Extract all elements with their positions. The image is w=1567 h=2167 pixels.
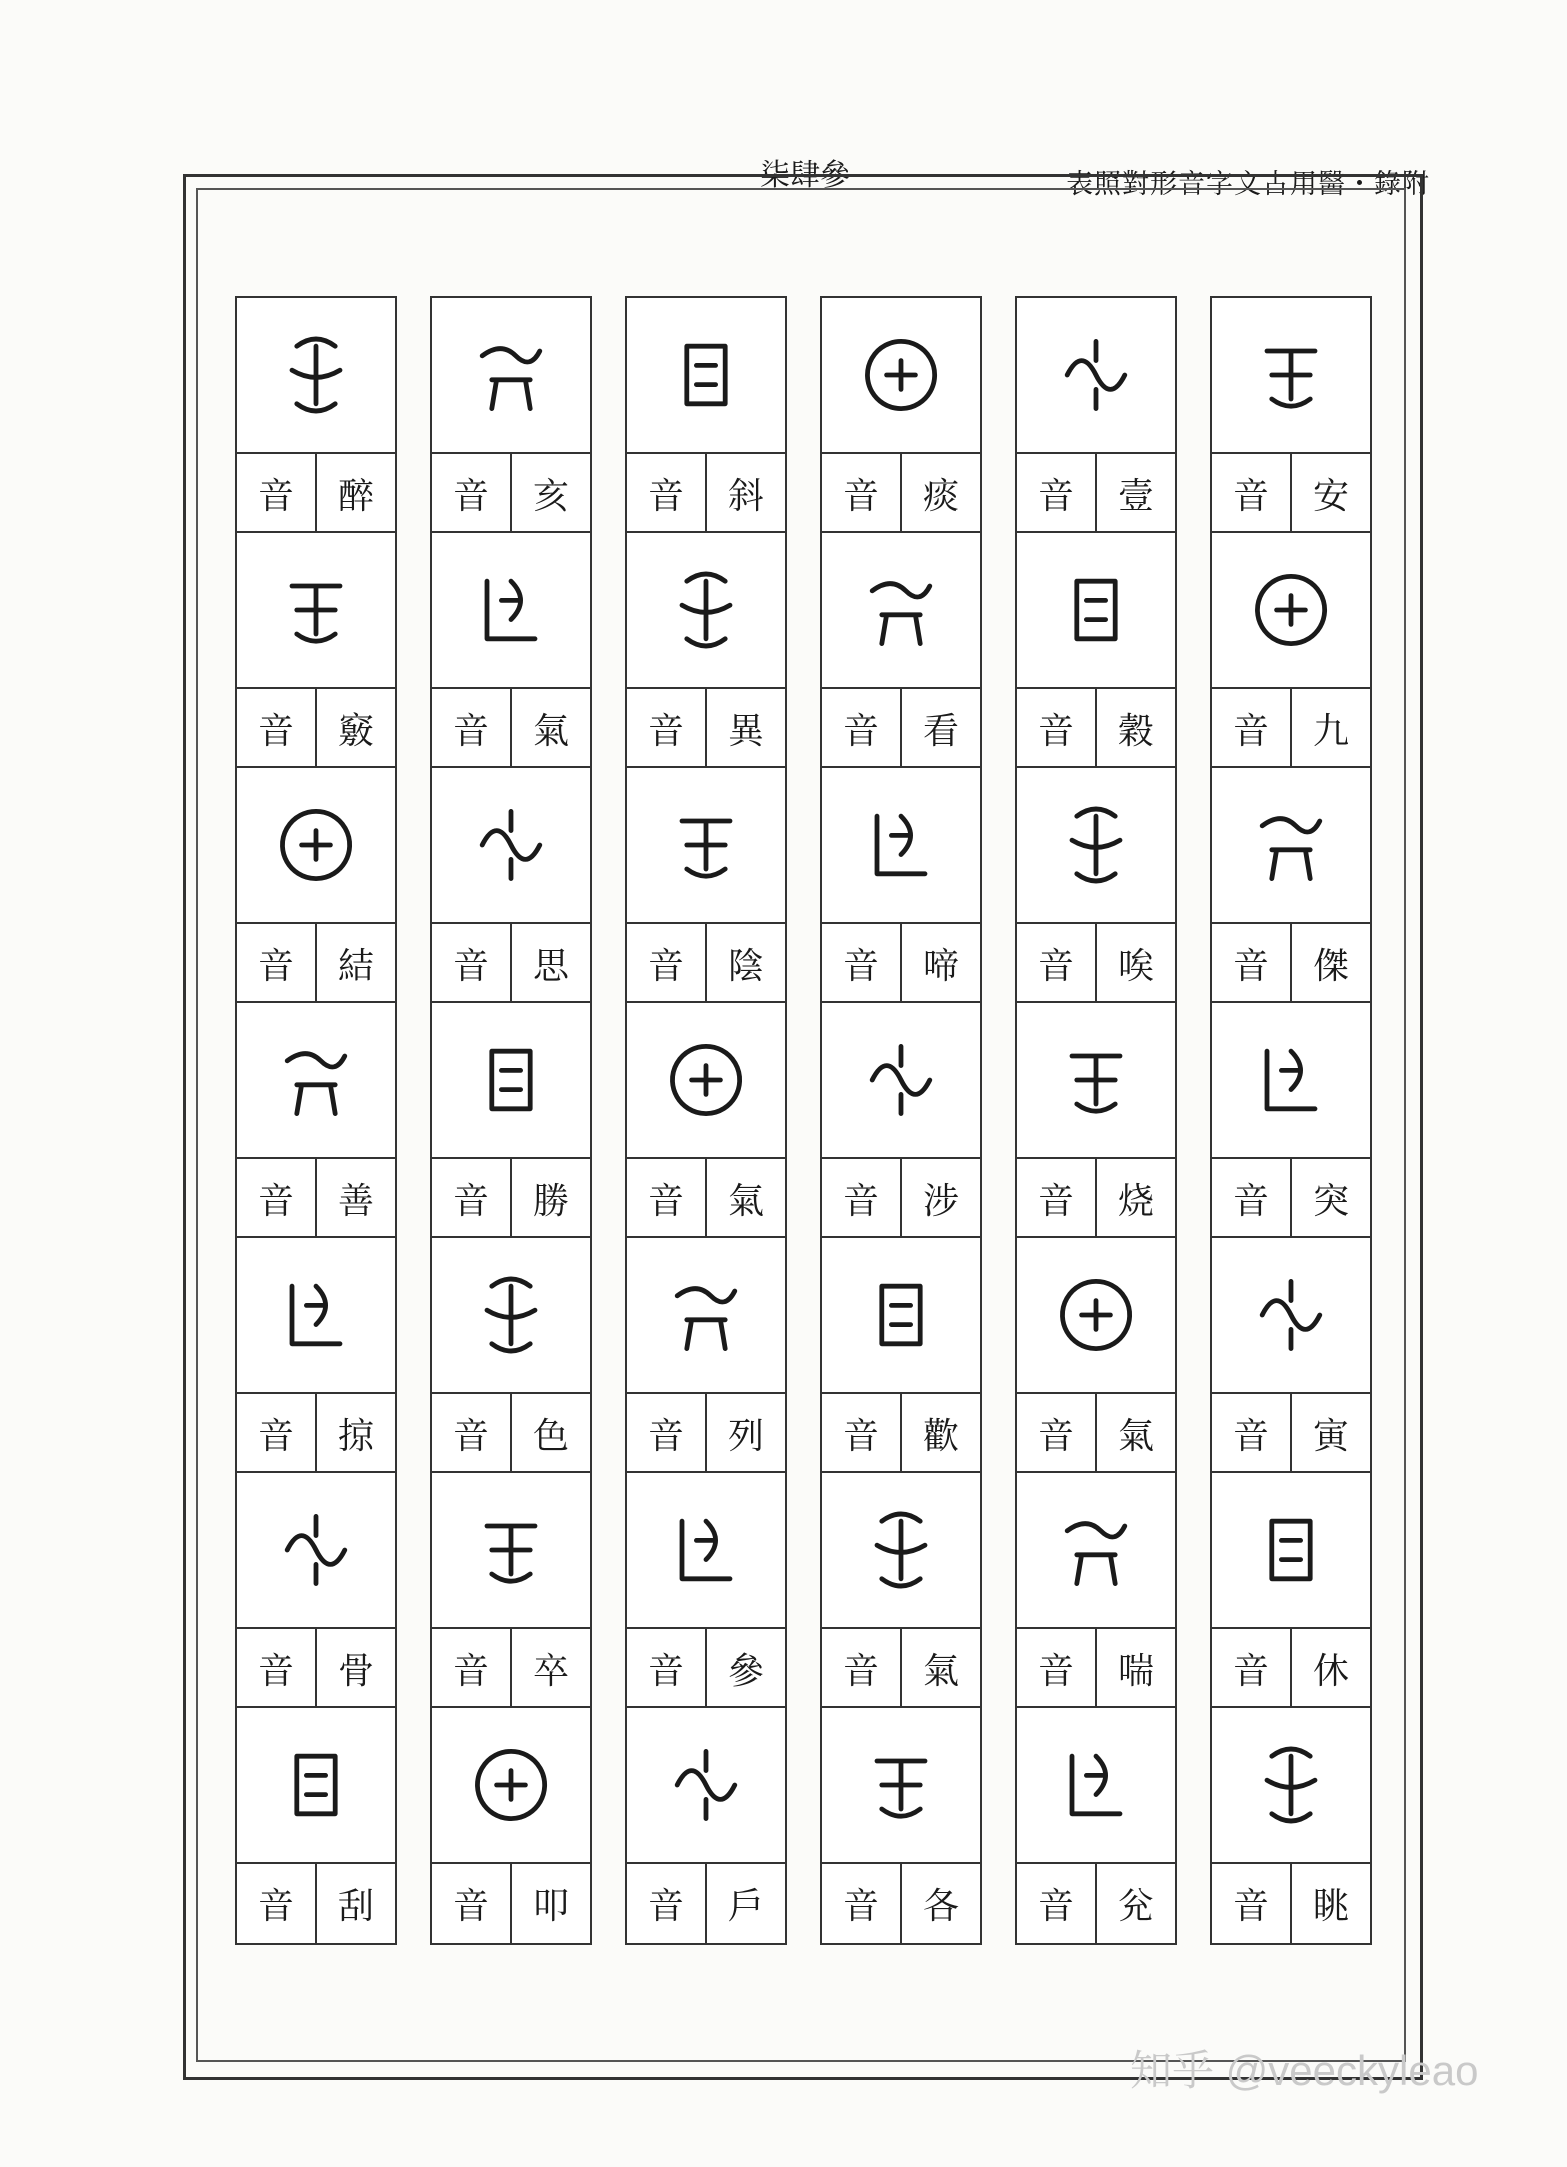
seal-glyph-drawing xyxy=(1243,562,1339,658)
reading-character: 參 xyxy=(727,1651,764,1692)
reading-character: 異 xyxy=(727,711,764,752)
glyph-entry xyxy=(1212,1473,1370,1708)
table-column xyxy=(625,296,787,1945)
seal-script-glyph xyxy=(1212,768,1370,924)
glyph-entry xyxy=(822,768,980,1003)
label-row xyxy=(822,689,980,768)
reading-character: 列 xyxy=(727,1416,764,1457)
yin-label: 音 xyxy=(822,1159,902,1238)
seal-script-glyph xyxy=(1212,1708,1370,1864)
label-row xyxy=(627,689,785,768)
glyph-entry xyxy=(627,1003,785,1238)
label-row xyxy=(237,1394,395,1473)
glyph-entry xyxy=(1212,1003,1370,1238)
yin-label: 音 xyxy=(1212,924,1292,1003)
seal-script-glyph xyxy=(627,298,785,454)
seal-script-glyph xyxy=(627,1473,785,1629)
label-row xyxy=(237,1159,395,1238)
seal-script-glyph xyxy=(432,1708,590,1864)
yin-label: 音 xyxy=(822,1629,902,1708)
seal-glyph-drawing xyxy=(463,1502,559,1598)
glyph-entry xyxy=(237,1708,395,1943)
reading-character: 突 xyxy=(1312,1181,1349,1222)
seal-script-glyph xyxy=(237,298,395,454)
yin-label: 音 xyxy=(1017,924,1097,1003)
label-row xyxy=(1017,924,1175,1003)
label-row xyxy=(1212,1394,1370,1473)
seal-glyph-drawing xyxy=(1243,327,1339,423)
glyph-entry xyxy=(432,1003,590,1238)
reading-character: 戶 xyxy=(727,1886,764,1927)
reading-character: 善 xyxy=(337,1181,374,1222)
seal-glyph-drawing xyxy=(1048,1032,1144,1128)
glyph-entry xyxy=(432,1708,590,1943)
label-row xyxy=(1212,454,1370,533)
seal-glyph-drawing xyxy=(658,1737,754,1833)
seal-glyph-drawing xyxy=(1243,1267,1339,1363)
reading-character: 傑 xyxy=(1312,946,1349,987)
seal-script-glyph xyxy=(822,1003,980,1159)
seal-glyph-drawing xyxy=(1048,327,1144,423)
seal-glyph-drawing xyxy=(853,1267,949,1363)
seal-script-glyph xyxy=(1017,1003,1175,1159)
reading-character: 歡 xyxy=(922,1416,959,1457)
glyph-entry xyxy=(237,768,395,1003)
seal-script-glyph xyxy=(822,1238,980,1394)
reading-character: 叩 xyxy=(532,1886,569,1927)
reading-character: 氣 xyxy=(532,711,569,752)
label-row xyxy=(1017,1159,1175,1238)
label-row xyxy=(1017,1864,1175,1943)
yin-label: 音 xyxy=(237,689,317,768)
label-row xyxy=(432,454,590,533)
reading-character: 各 xyxy=(922,1886,959,1927)
seal-script-glyph xyxy=(237,1708,395,1864)
reading-character: 唉 xyxy=(1117,946,1154,987)
label-row xyxy=(432,1629,590,1708)
glyph-entry xyxy=(627,298,785,533)
yin-label: 音 xyxy=(432,1394,512,1473)
label-row xyxy=(1212,924,1370,1003)
label-row xyxy=(1017,1629,1175,1708)
glyph-entry xyxy=(1017,1238,1175,1473)
reading-character: 醉 xyxy=(337,476,374,517)
reading-character: 烧 xyxy=(1117,1181,1154,1222)
seal-script-glyph xyxy=(432,533,590,689)
glyph-entry xyxy=(627,1708,785,1943)
seal-glyph-drawing xyxy=(853,1502,949,1598)
glyph-entry xyxy=(822,1003,980,1238)
seal-script-glyph xyxy=(822,1708,980,1864)
seal-glyph-drawing xyxy=(1048,1502,1144,1598)
reading-character: 斜 xyxy=(727,476,764,517)
label-row xyxy=(822,454,980,533)
yin-label: 音 xyxy=(822,454,902,533)
seal-script-glyph xyxy=(237,1238,395,1394)
seal-script-glyph xyxy=(432,1003,590,1159)
seal-glyph-drawing xyxy=(658,1032,754,1128)
label-row xyxy=(627,924,785,1003)
seal-glyph-drawing xyxy=(658,1502,754,1598)
reading-character: 眺 xyxy=(1312,1886,1349,1927)
reading-character: 骨 xyxy=(337,1651,374,1692)
seal-glyph-drawing xyxy=(463,1267,559,1363)
label-row xyxy=(627,1159,785,1238)
reading-character: 氣 xyxy=(922,1651,959,1692)
seal-script-glyph xyxy=(1212,298,1370,454)
table-column xyxy=(820,296,982,1945)
yin-label: 音 xyxy=(627,1159,707,1238)
reading-character: 休 xyxy=(1312,1651,1349,1692)
seal-glyph-drawing xyxy=(658,1267,754,1363)
seal-glyph-drawing xyxy=(853,1737,949,1833)
watermark: 知乎 @veeckyleao xyxy=(1130,2047,1479,2094)
glyph-entry xyxy=(1017,1003,1175,1238)
glyph-entry xyxy=(822,1708,980,1943)
yin-label: 音 xyxy=(237,1159,317,1238)
seal-script-glyph xyxy=(1212,1473,1370,1629)
yin-label: 音 xyxy=(627,689,707,768)
seal-glyph-drawing xyxy=(268,562,364,658)
label-row xyxy=(1017,454,1175,533)
seal-script-glyph xyxy=(627,533,785,689)
yin-label: 音 xyxy=(432,1159,512,1238)
glyph-entry xyxy=(237,533,395,768)
seal-glyph-drawing xyxy=(463,1737,559,1833)
yin-label: 音 xyxy=(432,1864,512,1943)
seal-script-glyph xyxy=(822,1473,980,1629)
reading-character: 卒 xyxy=(532,1651,569,1692)
reading-character: 穀 xyxy=(1117,711,1154,752)
glyph-entry xyxy=(627,533,785,768)
glyph-entry xyxy=(237,1473,395,1708)
reading-character: 結 xyxy=(337,946,374,987)
reading-character: 亥 xyxy=(532,476,569,517)
label-row xyxy=(432,924,590,1003)
yin-label: 音 xyxy=(432,924,512,1003)
yin-label: 音 xyxy=(432,689,512,768)
label-row xyxy=(237,689,395,768)
glyph-entry xyxy=(1017,768,1175,1003)
seal-glyph-drawing xyxy=(268,1032,364,1128)
seal-script-glyph xyxy=(627,1003,785,1159)
label-row xyxy=(627,1394,785,1473)
yin-label: 音 xyxy=(627,1629,707,1708)
yin-label: 音 xyxy=(432,454,512,533)
glyph-entry xyxy=(822,1473,980,1708)
seal-glyph-drawing xyxy=(658,797,754,893)
seal-script-glyph xyxy=(1017,1473,1175,1629)
seal-script-glyph xyxy=(237,768,395,924)
yin-label: 音 xyxy=(627,454,707,533)
yin-label: 音 xyxy=(822,1864,902,1943)
glyph-entry xyxy=(627,768,785,1003)
glyph-entry xyxy=(1017,1708,1175,1943)
seal-script-glyph xyxy=(1017,1708,1175,1864)
label-row xyxy=(432,689,590,768)
seal-script-glyph xyxy=(432,768,590,924)
glyph-entry xyxy=(822,1238,980,1473)
seal-glyph-drawing xyxy=(1048,1737,1144,1833)
label-row xyxy=(1017,689,1175,768)
reading-character: 安 xyxy=(1312,476,1349,517)
reading-character: 竅 xyxy=(337,711,374,752)
seal-glyph-drawing xyxy=(463,327,559,423)
glyph-entry xyxy=(237,298,395,533)
yin-label: 音 xyxy=(1212,1394,1292,1473)
reading-character: 刮 xyxy=(337,1886,374,1927)
yin-label: 音 xyxy=(1017,1394,1097,1473)
glyph-entry xyxy=(822,298,980,533)
seal-glyph-drawing xyxy=(658,327,754,423)
yin-label: 音 xyxy=(1212,1629,1292,1708)
reading-character: 涉 xyxy=(922,1181,959,1222)
glyph-entry xyxy=(432,298,590,533)
label-row xyxy=(237,1864,395,1943)
label-row xyxy=(822,1864,980,1943)
seal-glyph-drawing xyxy=(1048,562,1144,658)
yin-label: 音 xyxy=(1017,1629,1097,1708)
label-row xyxy=(1212,1629,1370,1708)
glyph-entry xyxy=(1212,533,1370,768)
seal-script-glyph xyxy=(1212,1238,1370,1394)
seal-script-glyph xyxy=(627,1238,785,1394)
reading-character: 啼 xyxy=(922,946,959,987)
seal-glyph-drawing xyxy=(1243,1502,1339,1598)
yin-label: 音 xyxy=(237,1394,317,1473)
yin-label: 音 xyxy=(627,1394,707,1473)
seal-script-glyph xyxy=(1212,1003,1370,1159)
seal-glyph-drawing xyxy=(658,562,754,658)
seal-script-glyph xyxy=(822,768,980,924)
label-row xyxy=(237,1629,395,1708)
seal-script-glyph xyxy=(1017,1238,1175,1394)
glyph-entry xyxy=(627,1473,785,1708)
seal-glyph-drawing xyxy=(853,327,949,423)
seal-script-glyph xyxy=(237,1473,395,1629)
label-row xyxy=(237,454,395,533)
label-row xyxy=(432,1159,590,1238)
seal-script-glyph xyxy=(822,533,980,689)
page-number: 柒肆參 xyxy=(760,158,850,193)
seal-script-glyph xyxy=(432,1473,590,1629)
seal-script-glyph xyxy=(1017,298,1175,454)
glyph-entry xyxy=(822,533,980,768)
glyph-entry xyxy=(432,768,590,1003)
glyph-entry xyxy=(1212,1708,1370,1943)
yin-label: 音 xyxy=(1017,1864,1097,1943)
reading-character: 壹 xyxy=(1117,476,1154,517)
seal-script-glyph xyxy=(627,768,785,924)
label-row xyxy=(432,1864,590,1943)
label-row xyxy=(822,1394,980,1473)
reading-character: 九 xyxy=(1312,711,1349,752)
yin-label: 音 xyxy=(822,924,902,1003)
yin-label: 音 xyxy=(822,689,902,768)
glyph-entry xyxy=(1212,768,1370,1003)
seal-glyph-drawing xyxy=(268,1502,364,1598)
glyph-entry xyxy=(432,1238,590,1473)
seal-script-glyph xyxy=(432,1238,590,1394)
label-row xyxy=(627,1864,785,1943)
reading-character: 思 xyxy=(532,946,569,987)
yin-label: 音 xyxy=(237,1629,317,1708)
label-row xyxy=(822,924,980,1003)
seal-glyph-drawing xyxy=(853,1032,949,1128)
label-row xyxy=(627,454,785,533)
seal-glyph-drawing xyxy=(1243,1032,1339,1128)
label-row xyxy=(822,1629,980,1708)
seal-glyph-drawing xyxy=(1048,797,1144,893)
reading-character: 兊 xyxy=(1117,1886,1154,1927)
reading-character: 看 xyxy=(922,711,959,752)
seal-glyph-drawing xyxy=(268,797,364,893)
reading-character: 勝 xyxy=(532,1181,569,1222)
seal-script-glyph xyxy=(1212,533,1370,689)
table-column xyxy=(235,296,397,1945)
yin-label: 音 xyxy=(237,924,317,1003)
label-row xyxy=(1212,1159,1370,1238)
label-row xyxy=(822,1159,980,1238)
label-row xyxy=(1212,1864,1370,1943)
glyph-entry xyxy=(1212,298,1370,533)
yin-label: 音 xyxy=(822,1394,902,1473)
yin-label: 音 xyxy=(237,454,317,533)
yin-label: 音 xyxy=(627,924,707,1003)
reading-character: 氣 xyxy=(727,1181,764,1222)
reading-character: 喘 xyxy=(1117,1651,1154,1692)
yin-label: 音 xyxy=(1212,1159,1292,1238)
glyph-entry xyxy=(237,1238,395,1473)
label-row xyxy=(627,1629,785,1708)
seal-glyph-drawing xyxy=(1243,1737,1339,1833)
glyph-entry xyxy=(1017,298,1175,533)
yin-label: 音 xyxy=(1212,1864,1292,1943)
yin-label: 音 xyxy=(1017,1159,1097,1238)
glyph-entry xyxy=(432,1473,590,1708)
yin-label: 音 xyxy=(627,1864,707,1943)
seal-script-glyph xyxy=(1017,768,1175,924)
yin-label: 音 xyxy=(237,1864,317,1943)
yin-label: 音 xyxy=(1017,689,1097,768)
table-column xyxy=(1015,296,1177,1945)
glyph-entry xyxy=(432,533,590,768)
seal-script-glyph xyxy=(432,298,590,454)
seal-glyph-drawing xyxy=(268,327,364,423)
glyph-entry xyxy=(237,1003,395,1238)
reading-character: 掠 xyxy=(337,1416,374,1457)
table-column xyxy=(1210,296,1372,1945)
reading-character: 氣 xyxy=(1117,1416,1154,1457)
yin-label: 音 xyxy=(432,1629,512,1708)
label-row xyxy=(237,924,395,1003)
seal-glyph-drawing xyxy=(268,1737,364,1833)
table-column xyxy=(430,296,592,1945)
label-row xyxy=(1017,1394,1175,1473)
label-row xyxy=(1212,689,1370,768)
reading-character: 痰 xyxy=(922,476,959,517)
seal-glyph-drawing xyxy=(1048,1267,1144,1363)
seal-glyph-drawing xyxy=(853,797,949,893)
glyph-entry xyxy=(1017,533,1175,768)
running-title: 表照對形音字文古用醫・錄附 xyxy=(1066,169,1430,200)
yin-label: 音 xyxy=(1017,454,1097,533)
reading-character: 寅 xyxy=(1312,1416,1349,1457)
seal-script-glyph xyxy=(822,298,980,454)
yin-label: 音 xyxy=(1212,689,1292,768)
seal-glyph-drawing xyxy=(463,797,559,893)
seal-glyph-drawing xyxy=(853,562,949,658)
seal-script-glyph xyxy=(237,533,395,689)
reading-character: 色 xyxy=(532,1416,569,1457)
seal-glyph-drawing xyxy=(268,1267,364,1363)
seal-glyph-drawing xyxy=(463,562,559,658)
seal-script-glyph xyxy=(1017,533,1175,689)
seal-script-glyph xyxy=(237,1003,395,1159)
seal-script-glyph xyxy=(627,1708,785,1864)
label-row xyxy=(432,1394,590,1473)
yin-label: 音 xyxy=(1212,454,1292,533)
reading-character: 陰 xyxy=(727,946,764,987)
seal-glyph-drawing xyxy=(1243,797,1339,893)
glyph-entry xyxy=(627,1238,785,1473)
glyph-entry xyxy=(1017,1473,1175,1708)
glyph-entry xyxy=(1212,1238,1370,1473)
seal-glyph-drawing xyxy=(463,1032,559,1128)
